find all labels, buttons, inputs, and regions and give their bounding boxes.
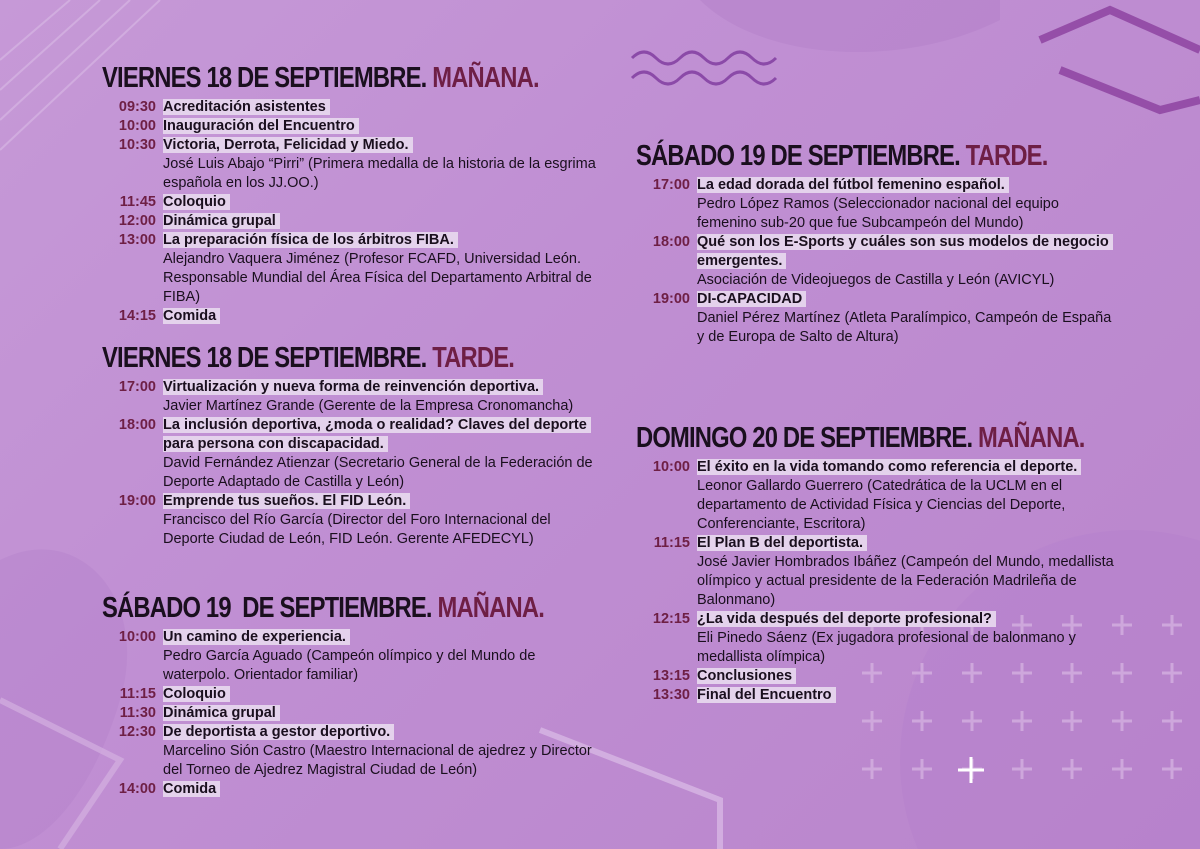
item-speaker: Pedro García Aguado (Campeón olímpico y del Mundo de waterpolo. Orientador familiar) [163, 648, 536, 683]
item-body [163, 723, 602, 780]
item-body [163, 378, 573, 416]
item-speaker: Marcelino Sión Castro (Maestro Internacional de ajedrez y Director del Torneo de Ajedrez Magistral Ciudad de León) [163, 743, 592, 778]
item-body [697, 534, 1116, 610]
item-body [163, 231, 602, 307]
item-topic: Acreditación asistentes [163, 99, 330, 115]
item-topic: DI-CAPACIDAD [697, 291, 806, 307]
item-body [163, 628, 602, 685]
item-time: 10:30 [118, 137, 156, 153]
item-topic: Conclusiones [697, 668, 796, 684]
item-time: 17:00 [118, 379, 156, 395]
agenda-item [102, 231, 602, 307]
agenda-item [102, 685, 602, 704]
item-body [697, 458, 1116, 534]
item-speaker: Leonor Gallardo Guerrero (Catedrática de la UCLM en el departamento de Actividad Física y Ciencias del Deporte, Conferenciante, Escritora) [697, 478, 1066, 532]
item-speaker: Francisco del Río García (Director del Foro Internacional del Deporte Ciudad de León, FID León. Gerente AFEDECYL) [163, 512, 551, 547]
item-time: 12:15 [652, 611, 690, 627]
section-saturday-afternoon [636, 140, 1116, 347]
agenda-item [102, 723, 602, 780]
item-body [697, 686, 836, 705]
item-speaker: Asociación de Videojuegos de Castilla y León (AVICYL) [697, 272, 1055, 288]
agenda-item [636, 458, 1116, 534]
item-body [163, 704, 280, 723]
agenda-item [102, 628, 602, 685]
item-time: 14:15 [118, 308, 156, 324]
item-topic: Un camino de experiencia. [163, 629, 350, 645]
item-time: 14:00 [118, 781, 156, 797]
item-body [163, 685, 230, 704]
item-body [163, 492, 602, 549]
agenda-item [636, 667, 1116, 686]
item-time: 19:00 [652, 291, 690, 307]
item-body [163, 98, 330, 117]
agenda-item [102, 98, 602, 117]
item-body [697, 233, 1116, 290]
agenda-item [636, 610, 1116, 667]
item-body [163, 193, 230, 212]
item-speaker: José Luis Abajo “Pirri” (Primera medalla de la historia de la esgrima española en los JJ.OO.) [163, 156, 596, 191]
item-time: 12:00 [118, 213, 156, 229]
item-topic: La edad dorada del fútbol femenino español. [697, 177, 1009, 193]
item-time: 17:00 [652, 177, 690, 193]
item-topic: Coloquio [163, 194, 230, 210]
item-time: 13:30 [652, 687, 690, 703]
item-time: 11:45 [119, 194, 156, 210]
item-topic: El Plan B del deportista. [697, 535, 867, 551]
item-topic: De deportista a gestor deportivo. [163, 724, 394, 740]
item-topic: Inauguración del Encuentro [163, 118, 359, 134]
agenda-item [102, 780, 602, 799]
item-topic: Virtualización y nueva forma de reinvención deportiva. [163, 379, 543, 395]
section-friday-afternoon [102, 342, 602, 549]
agenda-item [636, 534, 1116, 610]
agenda-item [636, 233, 1116, 290]
item-time: 09:30 [118, 99, 156, 115]
item-time: 11:15 [653, 535, 690, 551]
agenda-item [102, 416, 602, 492]
agenda-item [636, 290, 1116, 347]
item-time: 10:00 [118, 629, 156, 645]
item-time: 10:00 [118, 118, 156, 134]
item-topic: Comida [163, 308, 220, 324]
item-body [163, 780, 220, 799]
item-topic: La inclusión deportiva, ¿moda o realidad? Claves del deporte para persona con discapacidad. [163, 417, 591, 452]
item-time: 10:00 [652, 459, 690, 475]
section-title: SÁBADO 19 DE SEPTIEMBRE. TARDE. [636, 140, 1048, 172]
agenda-item [102, 307, 602, 326]
item-time: 12:30 [118, 724, 156, 740]
item-body [163, 212, 280, 231]
item-topic: Dinámica grupal [163, 705, 280, 721]
section-title: VIERNES 18 DE SEPTIEMBRE. TARDE. [102, 342, 515, 374]
item-topic: Final del Encuentro [697, 687, 836, 703]
section-title: DOMINGO 20 DE SEPTIEMBRE. MAÑANA. [636, 422, 1085, 454]
item-topic: Dinámica grupal [163, 213, 280, 229]
item-body [163, 117, 359, 136]
item-topic: La preparación física de los árbitros FIBA. [163, 232, 458, 248]
item-topic: Qué son los E-Sports y cuáles son sus modelos de negocio emergentes. [697, 234, 1113, 269]
item-body [697, 176, 1116, 233]
item-topic: El éxito en la vida tomando como referencia el deporte. [697, 459, 1081, 475]
agenda-item [636, 686, 1116, 705]
item-speaker: José Javier Hombrados Ibáñez (Campeón del Mundo, medallista olímpico y actual presidente de la Federación Madrileña de Balonmano) [697, 554, 1114, 608]
agenda-item [102, 492, 602, 549]
item-body [697, 290, 1116, 347]
item-speaker: David Fernández Atienzar (Secretario General de la Federación de Deporte Adaptado de Castilla y León) [163, 455, 593, 490]
item-topic: Victoria, Derrota, Felicidad y Miedo. [163, 137, 413, 153]
item-time: 11:30 [119, 705, 156, 721]
item-body [163, 307, 220, 326]
item-body [697, 610, 1116, 667]
agenda-item [102, 117, 602, 136]
item-body [697, 667, 796, 686]
item-time: 13:15 [652, 668, 690, 684]
agenda-item [102, 136, 602, 193]
agenda-item [102, 378, 602, 416]
section-saturday-morning [102, 592, 602, 799]
item-topic: Coloquio [163, 686, 230, 702]
item-time: 19:00 [118, 493, 156, 509]
section-title: SÁBADO 19 DE SEPTIEMBRE. MAÑANA. [102, 592, 545, 624]
item-time: 11:15 [119, 686, 156, 702]
agenda-item [636, 176, 1116, 233]
item-topic: ¿La vida después del deporte profesional? [697, 611, 996, 627]
item-body [163, 136, 602, 193]
section-title: VIERNES 18 DE SEPTIEMBRE. MAÑANA. [102, 62, 539, 94]
agenda-item [102, 212, 602, 231]
item-time: 18:00 [118, 417, 156, 433]
item-topic: Comida [163, 781, 220, 797]
item-body [163, 416, 602, 492]
item-speaker: Pedro López Ramos (Seleccionador nacional del equipo femenino sub-20 que fue Subcampeón del Mundo) [697, 196, 1059, 231]
item-time: 18:00 [652, 234, 690, 250]
item-time: 13:00 [118, 232, 156, 248]
item-speaker: Eli Pinedo Sáenz (Ex jugadora profesional de balonmano y medallista olímpica) [697, 630, 1076, 665]
agenda-item [102, 193, 602, 212]
section-sunday-morning [636, 422, 1116, 705]
item-speaker: Alejandro Vaquera Jiménez (Profesor FCAFD, Universidad León. Responsable Mundial del Área Física del Departamento Arbitral de FIBA) [163, 251, 592, 305]
item-speaker: Daniel Pérez Martínez (Atleta Paralímpico, Campeón de España y de Europa de Salto de Altura) [697, 310, 1112, 345]
agenda-item [102, 704, 602, 723]
section-friday-morning [102, 62, 602, 326]
item-topic: Emprende tus sueños. El FID León. [163, 493, 410, 509]
item-speaker: Javier Martínez Grande (Gerente de la Empresa Cronomancha) [163, 398, 574, 414]
